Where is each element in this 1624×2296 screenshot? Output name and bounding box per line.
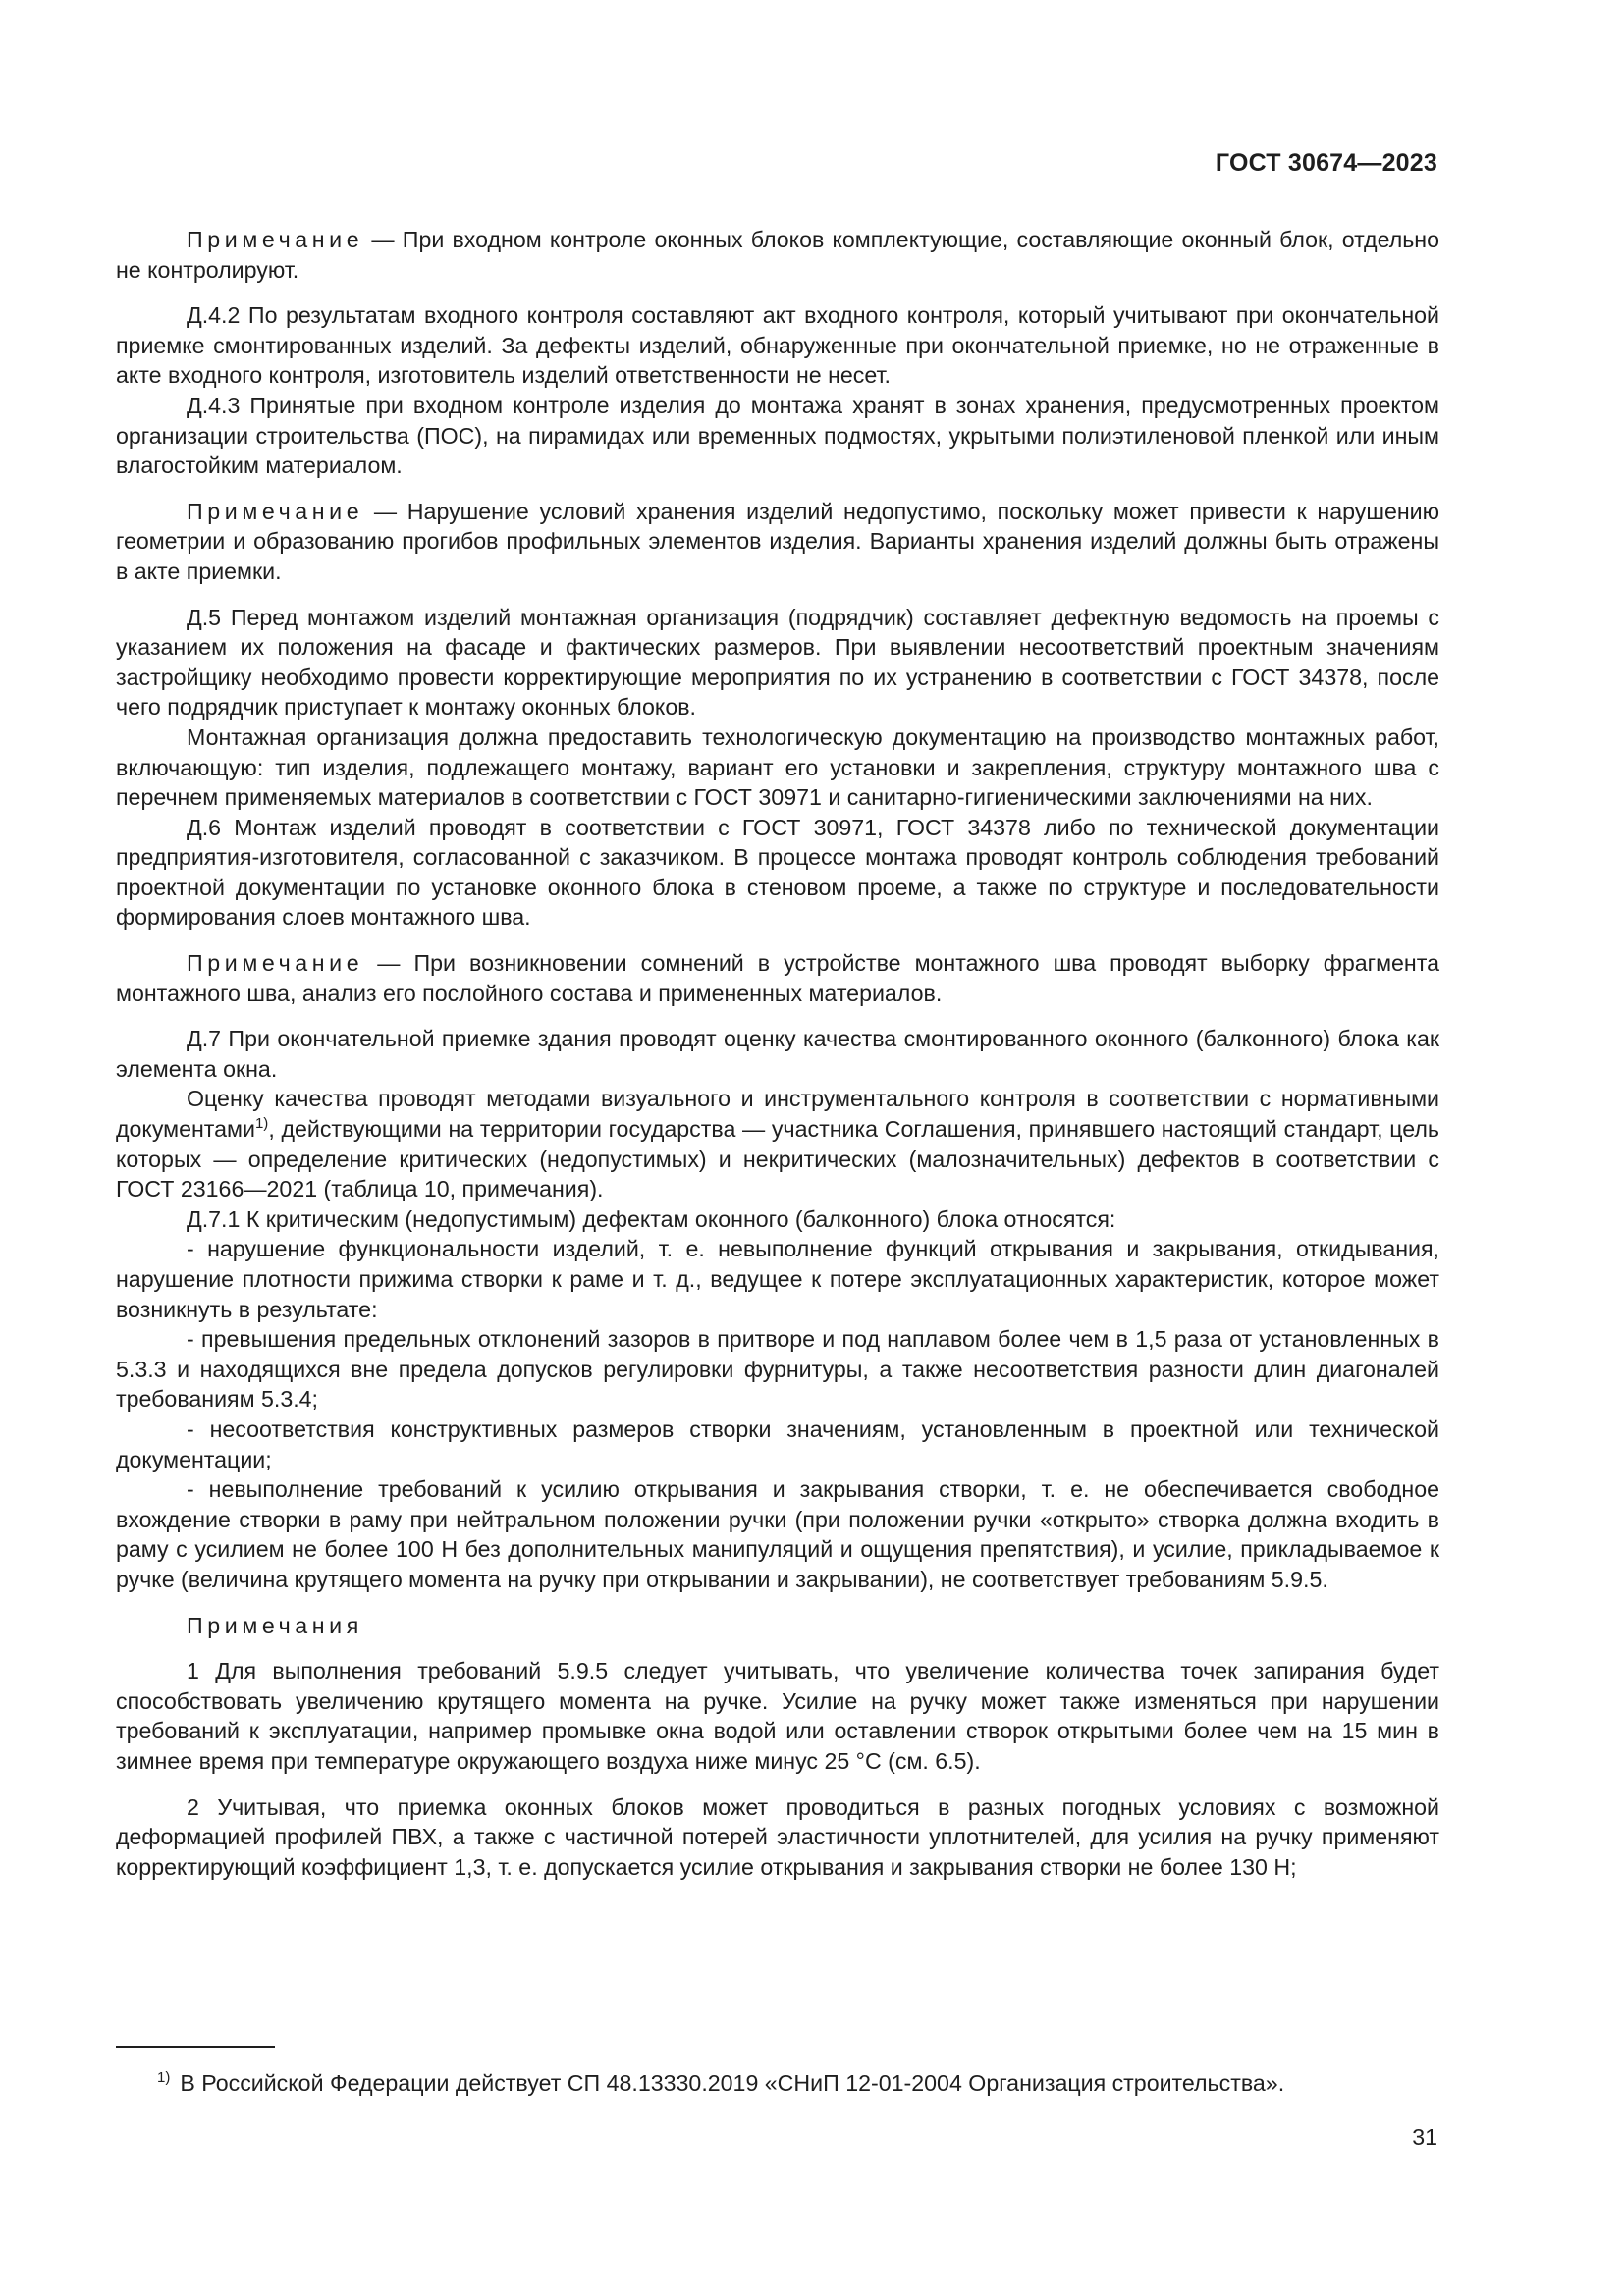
- list-item: - невыполнение требований к усилию открывания и закрывания створки, т. е. не обеспечивается свободное вхождение створки в раму при нейтральном положении ручки (при положении ручки «открыто» створка должна входить в раму с усилием не более 100 Н без дополнительных манипуляций и ощущения препятствия), и усилие, прикладываемое к ручке (величина крутящего момента на ручку при открывании и закрывании), не соответствует требованиям 5.9.5.: [116, 1476, 1439, 1592]
- clause-d-4-3: Д.4.3 Принятые при входном контроле изделия до монтажа хранят в зонах хранения, предусмотренных проектом организации строительства (ПОС), на пирамидах или временных подмостях, укрытыми полиэтиленовой пленкой или иным влагостойким материалом.: [116, 392, 1439, 479]
- clause-d-7: Д.7 При окончательной приемке здания проводят оценку качества смонтированного оконного (балконного) блока как элемента окна.: [116, 1026, 1439, 1082]
- clause-d-6: Д.6 Монтаж изделий проводят в соответствии с ГОСТ 30971, ГОСТ 34378 либо по технической документации предприятия-изготовителя, согласованной с заказчиком. В процессе монтажа проводят контроль соблюдения требований проектной документации по установке оконного блока в стеновом проеме, а также по структуре и последовательности формирования слоев монтажного шва.: [116, 814, 1439, 931]
- body-paragraph: Монтажная организация должна предоставить технологическую документацию на производство монтажных работ, включающую: тип изделия, подлежащего монтажу, вариант его установки и закрепления, структуру монтажного шва с перечнем применяемых материалов в соответствии с ГОСТ 30971 и санитарно-гигиеническими заключениями на них.: [116, 723, 1439, 811]
- footnote-mark: 1): [157, 2069, 171, 2086]
- clause-d-4-2: Д.4.2 По результатам входного контроля составляют акт входного контроля, который учитывают при окончательной приемке смонтированных изделий. За дефекты изделий, обнаруженные при окончательной приемке, но не отраженные в акте входного контроля, изготовитель изделий ответственности не несет.: [116, 302, 1439, 389]
- note-label: Примечание: [187, 498, 364, 524]
- page-number: 31: [1412, 2124, 1437, 2150]
- clause-d-7-1: Д.7.1 К критическим (недопустимым) дефектам оконного (балконного) блока относятся:: [187, 1205, 1116, 1232]
- note-item: 2 Учитывая, что приемка оконных блоков может проводиться в разных погодных условиях с возможной деформацией профилей ПВХ, а также с частичной потерей эластичности уплотнителей, для усилия на ручку применяют корректирующий коэффициент 1,3, т. е. допускается усилие открывания и закрывания створки не более 130 Н;: [116, 1793, 1439, 1880]
- clause-d-5: Д.5 Перед монтажом изделий монтажная организация (подрядчик) составляет дефектную ведомость на проемы с указанием их положения на фасаде и фактических размеров. При выявлении несоответствий проектным значениям застройщику необходимо провести корректирующие мероприятия по их устранению в соответствии с ГОСТ 34378, после чего подрядчик приступает к монтажу оконных блоков.: [116, 604, 1439, 721]
- note-paragraph: Примечание — При входном контроле оконных блоков комплектующие, составляющие оконный блок, отдельно не контролируют.: [116, 227, 1439, 283]
- list-item: - превышения предельных отклонений зазоров в притворе и под наплавом более чем в 1,5 раза от установленных в 5.3.3 и находящихся вне предела допусков регулировки фурнитуры, а также несоответствия разности длин диагоналей требованиям 5.3.4;: [116, 1326, 1439, 1413]
- notes-heading: [116, 1611, 1439, 1641]
- note-label: Примечание: [187, 227, 364, 252]
- note-paragraph: Примечание — При возникновении сомнений в устройстве монтажного шва проводят выборку фрагмента монтажного шва, анализ его послойного состава и примененных материалов.: [116, 950, 1439, 1006]
- standard-header: ГОСТ 30674—2023: [1215, 149, 1437, 177]
- note-item: 1 Для выполнения требований 5.9.5 следует учитывать, что увеличение количества точек запирания будет способствовать увеличению крутящего момента на ручке. Усилие на ручку может также изменяться при нарушении требований к эксплуатации, например промывке окна водой или оставлении створок открытыми более чем на 15 мин в зимнее время при температуре окружающего воздуха ниже минус 25 °С (см. 6.5).: [116, 1658, 1439, 1774]
- footnote-separator: [116, 2046, 275, 2048]
- list-item: - несоответствия конструктивных размеров створки значениям, установленным в проектной или технической документации;: [116, 1415, 1439, 1472]
- footnote: [157, 2068, 1284, 2098]
- note-paragraph: Примечание — Нарушение условий хранения изделий недопустимо, поскольку может привести к нарушению геометрии и образованию прогибов профильных элементов изделия. Варианты хранения изделий должны быть отражены в акте приемки.: [116, 498, 1439, 584]
- list-item: - нарушение функциональности изделий, т. е. невыполнение функций открывания и закрывания, откидывания, нарушение плотности прижима створки к раме и т. д., ведущее к потере эксплуатационных характеристик, которое может возникнуть в результате:: [116, 1236, 1439, 1322]
- note-label: Примечание: [187, 950, 364, 977]
- footnote-text: В Российской Федерации действует СП 48.13330.2019 «СНиП 12-01-2004 Организация строительства».: [180, 2070, 1285, 2096]
- page-body: [116, 225, 1439, 1882]
- notes-label: Примечания: [187, 1612, 363, 1638]
- footnote-reference: 1): [254, 1115, 269, 1133]
- body-paragraph: Оценку качества проводят методами визуального и инструментального контроля в соответствии с нормативными документами$^{1)}$, действующими на территории государства — участника Соглашения, принявшего настоящий стандарт, цель которых — определение критических (недопустимых) и некритических (малозначительных) дефектов в соответствии с ГОСТ 23166—2021 (таблица 10, примечания).: [116, 1086, 1439, 1202]
